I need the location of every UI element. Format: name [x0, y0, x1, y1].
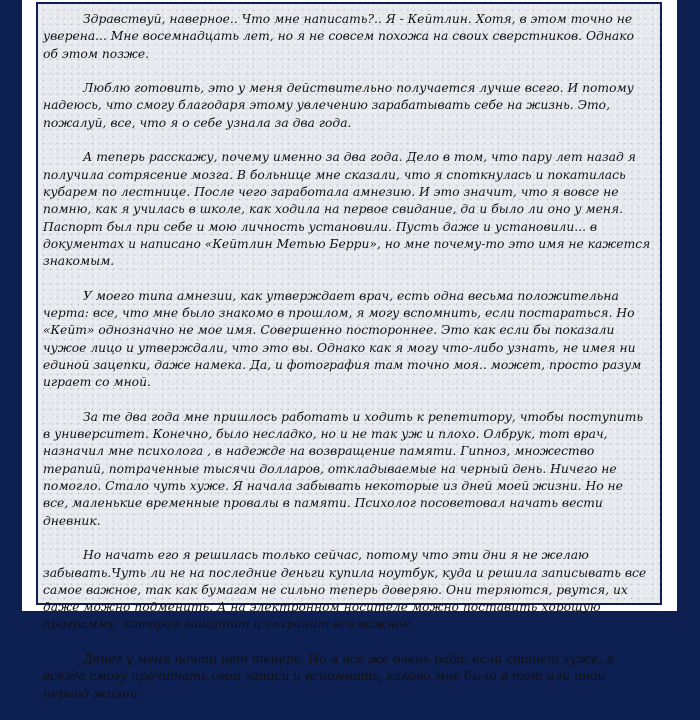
paragraph-university: За те два года мне пришлось работать и ходить к репетитору, чтобы поступить в университет. Конечно, было несладко, но и не так уж и плохо. Олбрук, тот врач, назначил мне психолога , в надежде на возвращение памяти. Гипноз, множество терапий, потраченные тысячи долларов, откладываемые на черный день. Ничего не помогло. Стало чуть хуже. Я начала забывать некоторые из дней моей жизни. Но не все, маленькие временные провалы в памяти. Психолог посоветовал начать вести дневник. — [43, 409, 644, 528]
paragraph-money: Денег у меня почти нет теперь. Но я все же очень рада: если станет хуже, я всегда смогу прочитать свои записи и вспомнить, каково мне было в тот или иной период жизни. — [43, 651, 615, 701]
paragraph-amnesia: А теперь расскажу, почему именно за два года. Дело в том, что пару лет назад я получила сотрясение мозга. В больнице мне сказали, что я споткнулась и покатилась кубарем по лестнице. После чего заработала амнезию. И это значит, что я вовсе не помню, как я училась в школе, как ходила на первое свидание, да и было ли оно у меня. Паспорт был при себе и мою личность установили. Пусть даже и установили... в документах и написано «Кейтлин Метью Берри», но мне почему-то это имя не кажется знакомым. — [43, 150, 651, 269]
paragraph-diary: Но начать его я решилась только сейчас, потому что эти дни я не желаю забывать.Чуть ли не на последние деньги купила ноутбук, куда и решила записывать все самое важное, так как бумагам не сильно теперь доверяю. Они теряются, рвутся, их даже можно подменить. А на электронном носителе можно поставить хорошую программу, которая защитит и сохранит все важное. — [43, 548, 647, 632]
paragraph-cooking: Люблю готовить, это у меня действительно получается лучше всего. И потому надеюсь, что смогу благодаря этому увлечению зарабатывать себе на жизнь. Это, пожалуй, все, что я о себе узнала за два года. — [43, 81, 634, 130]
document-panel — [36, 2, 662, 701]
paragraph-intro: Здравствуй, наверное.. Что мне написать?.. Я - Кейтлин. Хотя, в этом точно не уверена... Мне восемнадцать лет, но я не совсем похожа на своих сверстников. Однако об этом позже. — [43, 12, 634, 61]
document-text — [43, 11, 651, 720]
paragraph-memory: У моего типа амнезии, как утверждает врач, есть одна весьма положительна черта: все, что мне было знакомо в прошлом, я могу вспомнить, если постараться. Но «Кейт» однозначно не мое имя. Совершенно постороннее. Это как если бы показали чужое лицо и утверждали, что это вы. Однако как я могу что-либо узнать, не имея ни единой зацепки, даже намека. Да, и фотография там точно моя.. может, просто разум играет со мной. — [43, 288, 642, 390]
